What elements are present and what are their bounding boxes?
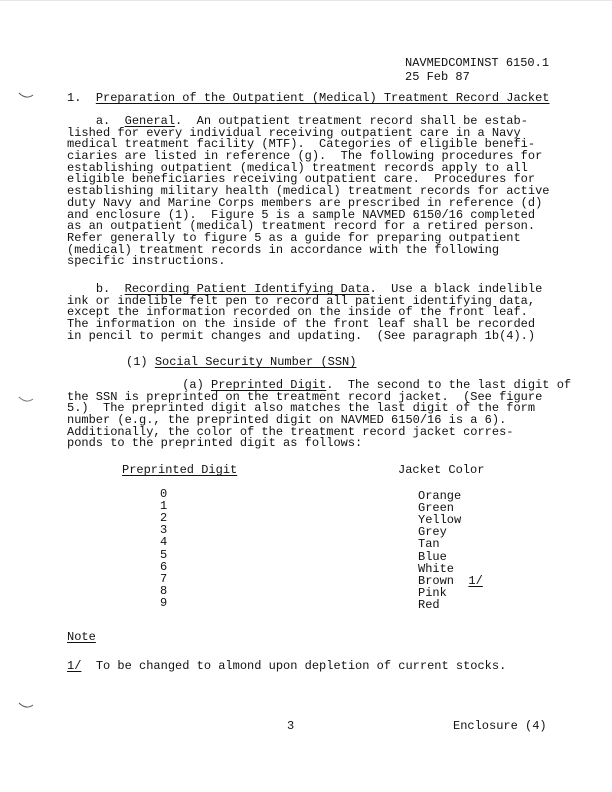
paragraph-line: except the information recorded on the inside of the front leaf. <box>67 305 528 320</box>
paragraph-text: . The second to the last digit of <box>326 378 572 392</box>
paragraph-label: a. <box>95 114 111 128</box>
paragraph-text: . Use a black indelible <box>369 282 543 296</box>
paragraph-line: in pencil to permit changes and updating. (See paragraph 1b(4).) <box>67 328 536 343</box>
digit-cell: 5 <box>160 547 168 562</box>
paragraph-label: (a) <box>182 378 204 392</box>
color-text: Red <box>418 597 440 612</box>
footnote-mark: 1/ <box>67 659 82 673</box>
paragraph-heading: Preprinted Digit <box>211 378 327 392</box>
margin-mark-icon <box>18 92 34 100</box>
top-edge-line <box>0 0 612 1</box>
paragraph-line: and enclosure (1). Figure 5 is a sample NAVMED 6150/16 completed <box>67 207 536 222</box>
paragraph-1a <box>67 380 571 450</box>
footnote-ref: 1/ <box>468 573 483 588</box>
paragraph-heading: Recording Patient Identifying Data <box>124 282 370 296</box>
color-text: Green <box>418 501 455 516</box>
digit-cell: 4 <box>160 535 168 550</box>
digit-cell: 8 <box>160 583 168 598</box>
digit-cell: 9 <box>160 595 168 610</box>
paragraph-text: . An outpatient treatment record shall be estab- <box>175 114 528 128</box>
paragraph-line: duty Navy and Marine Corps members are prescribed in reference (d) <box>67 195 543 210</box>
paragraph-line: The information on the inside of the front leaf shall be recorded <box>67 317 536 332</box>
paragraph-b <box>67 284 542 342</box>
paragraph-line: ink or indelible felt pen to record all patient identifying data, <box>67 293 536 308</box>
paragraph-line: establishing outpatient (medical) treatment records apply to all <box>67 160 528 175</box>
note-heading <box>67 630 96 644</box>
ssn-heading <box>126 355 356 369</box>
color-text: Yellow <box>418 513 462 528</box>
digit-cell: 6 <box>160 559 168 574</box>
paragraph-line: the SSN is preprinted on the treatment record jacket. (See figure <box>67 389 543 404</box>
paragraph-a <box>67 116 549 268</box>
color-text: White <box>418 561 455 576</box>
page-number: 3 <box>287 719 295 733</box>
document-date: 25 Feb 87 <box>405 70 470 84</box>
section-number: 1. <box>67 91 82 105</box>
margin-mark-icon <box>18 396 34 404</box>
paragraph-line: eligible beneficiaries receiving outpatient care. Procedures for <box>67 172 536 187</box>
color-text: Grey <box>418 525 447 540</box>
color-text: Blue <box>418 549 447 564</box>
paragraph-line: Additionally, the color of the treatment record jacket corres- <box>67 424 514 439</box>
note-heading-text: Note <box>67 630 96 644</box>
paragraph-line: Refer generally to figure 5 as a guide for preparing outpatient <box>67 230 521 245</box>
paragraph-line: medical treatment facility (MTF). Categories of eligible benefi- <box>67 137 536 152</box>
footnote <box>67 659 506 673</box>
digit-cell: 3 <box>160 523 168 538</box>
subsection-label: (1) <box>126 355 148 369</box>
color-text: Orange <box>418 489 462 503</box>
color-text: Pink <box>418 585 447 600</box>
paragraph-line: (medical) treatment records in accordance with the following <box>67 242 500 257</box>
footnote-text: To be changed to almond upon depletion of current stocks. <box>95 659 507 673</box>
digit-cell: 7 <box>160 571 168 586</box>
document-id: NAVMEDCOMINST 6150.1 <box>405 56 550 70</box>
color-cell <box>418 598 440 612</box>
paragraph-line: establishing military health (medical) treatment records for active <box>67 184 550 199</box>
color-text: Brown <box>418 573 455 588</box>
color-text: Tan <box>418 537 440 552</box>
paragraph-line: number (e.g., the preprinted digit on NAVMED 6150/16 is a 6). <box>67 413 507 428</box>
digit-cell: 1 <box>160 499 168 514</box>
paragraph-line: ciaries are listed in reference (g). The following procedures for <box>67 149 543 164</box>
paragraph-heading: General <box>124 114 176 128</box>
paragraph-line: 5.) The preprinted digit also matches the last digit of the form <box>67 401 536 416</box>
table-header-digit <box>122 463 237 477</box>
paragraph-line: lished for every individual receiving outpatient care in a Navy <box>67 125 521 140</box>
digit-cell: 0 <box>160 487 168 501</box>
paragraph-line: specific instructions. <box>67 254 226 269</box>
header-text: Preprinted Digit <box>122 463 238 477</box>
paragraph-label: b. <box>95 282 111 296</box>
paragraph-line: ponds to the preprinted digit as follows: <box>67 436 363 451</box>
subsection-title: Social Security Number (SSN) <box>154 355 357 369</box>
table-header-color: Jacket Color <box>398 463 485 477</box>
section-heading <box>67 91 550 105</box>
paragraph-line: as an outpatient (medical) treatment record for a retired person. <box>67 219 536 234</box>
margin-mark-icon <box>18 702 34 710</box>
section-title: Preparation of the Outpatient (Medical) Treatment Record Jacket <box>95 91 550 105</box>
digit-cell: 2 <box>160 511 168 526</box>
enclosure-label: Enclosure (4) <box>453 719 547 733</box>
